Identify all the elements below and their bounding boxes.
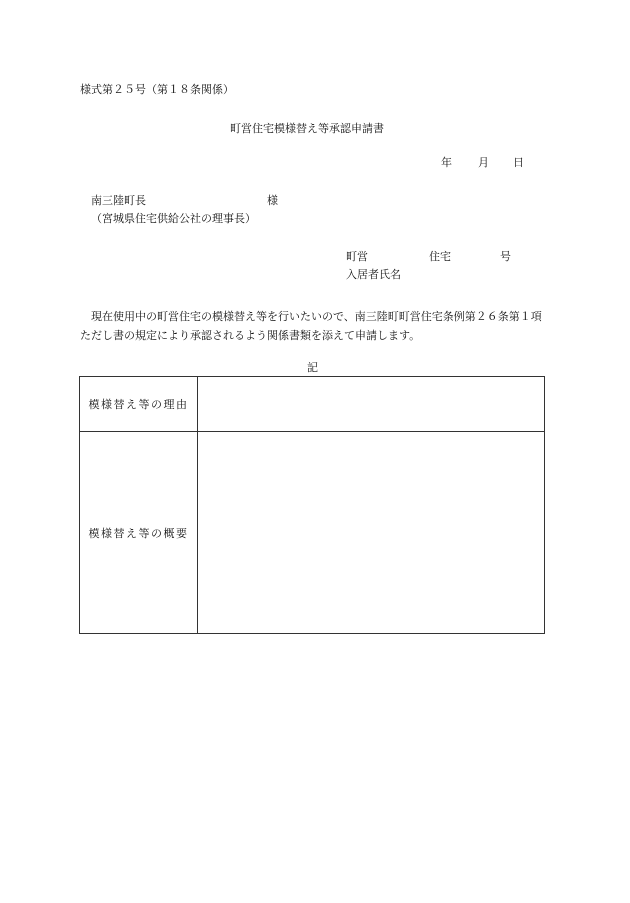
table-row-summary	[80, 432, 545, 634]
applicant-resident-label: 入居者氏名	[346, 268, 401, 281]
addressee-honorific: 様	[267, 194, 278, 207]
form-number: 様式第２５号（第１８条関係）	[80, 83, 234, 96]
applicant-number-label: 号	[500, 250, 511, 263]
application-details-table	[79, 376, 545, 634]
addressee-alternate: （宮城県住宅供給公社の理事長）	[91, 212, 256, 225]
date-year-label: 年	[441, 156, 452, 169]
applicant-town-label: 町営	[346, 250, 368, 263]
table-row-reason	[80, 377, 545, 432]
application-statement: 現在使用中の町営住宅の模様替え等を行いたいので、南三陸町町営住宅条例第２６条第１項ただし書の規定により承認されるよう関係書類を添えて申請します。	[80, 310, 542, 342]
reason-value-field[interactable]	[198, 377, 545, 432]
summary-label: 模様替え等の概要	[80, 432, 198, 634]
summary-value-field[interactable]	[198, 432, 545, 634]
date-month-label: 月	[478, 156, 489, 169]
reason-label: 模様替え等の理由	[80, 377, 198, 432]
applicant-residence-label: 住宅	[429, 250, 451, 263]
date-day-label: 日	[513, 156, 524, 169]
addressee-name: 南三陸町長	[91, 194, 146, 207]
document-title: 町営住宅模様替え等承認申請書	[230, 122, 384, 135]
record-heading: 記	[307, 361, 318, 374]
